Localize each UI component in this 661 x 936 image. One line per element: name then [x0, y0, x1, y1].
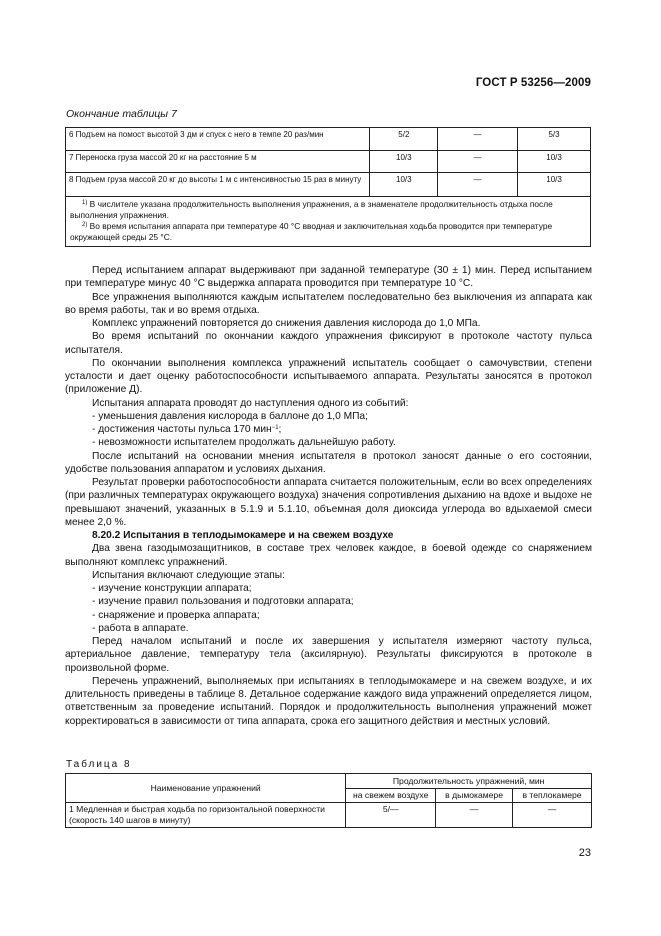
value-cell: — — [438, 151, 518, 173]
body-text — [65, 264, 592, 728]
list-item — [65, 423, 592, 436]
list-item-text: - достижения частоты пульса 170 мин — [92, 424, 272, 435]
list-item: - невозможности испытателем продолжать дальнейшую работу. — [92, 437, 396, 449]
value-cell: 10/3 — [518, 151, 591, 173]
table-footnotes — [66, 197, 591, 247]
value-cell: 10/3 — [370, 151, 438, 173]
table-header-row — [66, 774, 592, 789]
footnotes-cell — [66, 197, 591, 247]
paragraph: Результат проверки работоспособности аппарата считается положительным, если во всех определениях (при различных температурах окружающего воздуха) значения сопротивления дыханию на вдохе и выдохе не превышают значений, указанных в 5.1.9 и 5.1.10, объемная доля диоксида углерода во вдыхаемой смеси менее 2,0 %. — [65, 477, 592, 528]
paragraph: Перед испытанием аппарат выдерживают при заданной температуре (30 ± 1) мин. Перед испытанием при температуре минус 40 °С выдержка аппарата проводится при температуре 10 °С. — [65, 265, 592, 290]
list-item: - изучение конструкции аппарата; — [92, 583, 252, 594]
paragraph: Перечень упражнений, выполняемых при испытаниях в теплодымокамере и на свежем воздухе, и их длительность приведены в таблице 8. Детальное содержание каждого вида упражнений определяется лицом, ответственным за проведение испытаний. Порядок и продолжительность выполнения упражнений может корректироваться в зависимости от типа аппарата, срока его защитного действия и местных условий. — [65, 675, 592, 727]
value-cell: — — [436, 803, 513, 828]
value-cell: — — [438, 128, 518, 151]
list-item-end: ; — [278, 424, 282, 435]
footnote-text: Во время испытания аппарата при температуре 40 °С вводная и заключительная ходьба проводится при температуре окружающей среды 25 °С. — [70, 221, 553, 242]
section-heading: 8.20.2 Испытания в теплодымокамере и на свежем воздухе — [92, 530, 394, 541]
table-row — [66, 128, 591, 151]
column-header: в теплокамере — [513, 789, 592, 803]
footnote-1 — [70, 199, 586, 221]
paragraph: По окончании выполнения комплекса упражнений испытатель сообщает о самочувствии, степени усталости и дает оценку работоспособности испытываемого аппарата. Результаты заносятся в протокол (приложение Д). — [65, 357, 592, 396]
column-group-header: Продолжительность упражнений, мин — [346, 774, 592, 789]
page-number: 23 — [578, 847, 591, 859]
superscript: −1 — [271, 425, 279, 431]
footnote-text: В числителе указана продолжительность выполнения упражнения, а в знаменателе продолжительность отдыха после выполнения упражнения. — [70, 199, 553, 220]
value-cell: 10/3 — [518, 173, 591, 197]
table-row — [66, 151, 591, 173]
column-header: Наименование упражнений — [66, 774, 346, 803]
paragraph: После испытаний на основании мнения испытателя в протокол заносят данные о его состоянии, удобстве пользования аппаратом и условиях дыхания. — [65, 450, 592, 475]
document-id: ГОСТ Р 53256—2009 — [475, 77, 591, 89]
table-8 — [65, 773, 592, 828]
column-header: на свежем воздухе — [346, 789, 436, 803]
value-cell: — — [513, 803, 592, 828]
value-cell: 10/3 — [370, 173, 438, 197]
value-cell: — — [438, 173, 518, 197]
paragraph: Испытания аппарата проводят до наступления одного из событий: — [92, 397, 409, 409]
value-cell: 5/— — [346, 803, 436, 828]
table8-caption: Таблица 8 — [66, 759, 132, 770]
list-item: - снаряжение и проверка аппарата; — [92, 609, 260, 621]
paragraph: Перед началом испытаний и после их завершения у испытателя измеряют частоту пульса, артериальное давление, температуру тела (аксилярную). Результаты фиксируются в протоколе в произвольной форме. — [65, 636, 592, 674]
paragraph: Все упражнения выполняются каждым испытателем последовательно без выключения из аппарата как во время работы, так и во время отдыха. — [65, 291, 592, 316]
footnote-mark: 1) — [82, 200, 88, 206]
exercise-name: 6 Подъем на помост высотой 3 дм и спуск с него в темпе 20 раз/мин — [66, 128, 370, 151]
footnote-2 — [70, 221, 586, 243]
table-row — [66, 173, 591, 197]
table7-caption: Окончание таблицы 7 — [66, 108, 177, 120]
exercise-name: 1 Медленная и быстрая ходьба по горизонтальной поверхности (скорость 140 шагов в минуту) — [66, 803, 346, 828]
value-cell: 5/2 — [370, 128, 438, 151]
paragraph: Два звена газодымозащитников, в составе трех человек каждое, в боевой одежде со снаряжением выполняют комплекс упражнений. — [65, 543, 592, 568]
paragraph: Испытания включают следующие этапы: — [92, 569, 285, 581]
exercise-name: 8 Подъем груза массой 20 кг до высоты 1 м с интенсивностью 15 раз в минуту — [66, 173, 370, 197]
column-header: в дымокамере — [436, 789, 513, 803]
value-cell: 5/3 — [518, 128, 591, 151]
exercise-name: 7 Переноска груза массой 20 кг на расстояние 5 м — [66, 151, 370, 173]
table-7 — [65, 127, 591, 247]
paragraph: Во время испытаний по окончании каждого упражнения фиксируют в протоколе частоту пульса испытателя. — [65, 331, 592, 356]
paragraph: Комплекс упражнений повторяется до снижения давления кислорода до 1,0 МПа. — [92, 318, 481, 329]
list-item: - уменьшения давления кислорода в баллоне до 1,0 МПа; — [92, 410, 368, 422]
table-row — [66, 803, 592, 828]
footnote-mark: 2) — [82, 222, 88, 228]
list-item: - работа в аппарате. — [92, 622, 189, 634]
list-item: - изучение правил пользования и подготовки аппарата; — [92, 596, 354, 608]
